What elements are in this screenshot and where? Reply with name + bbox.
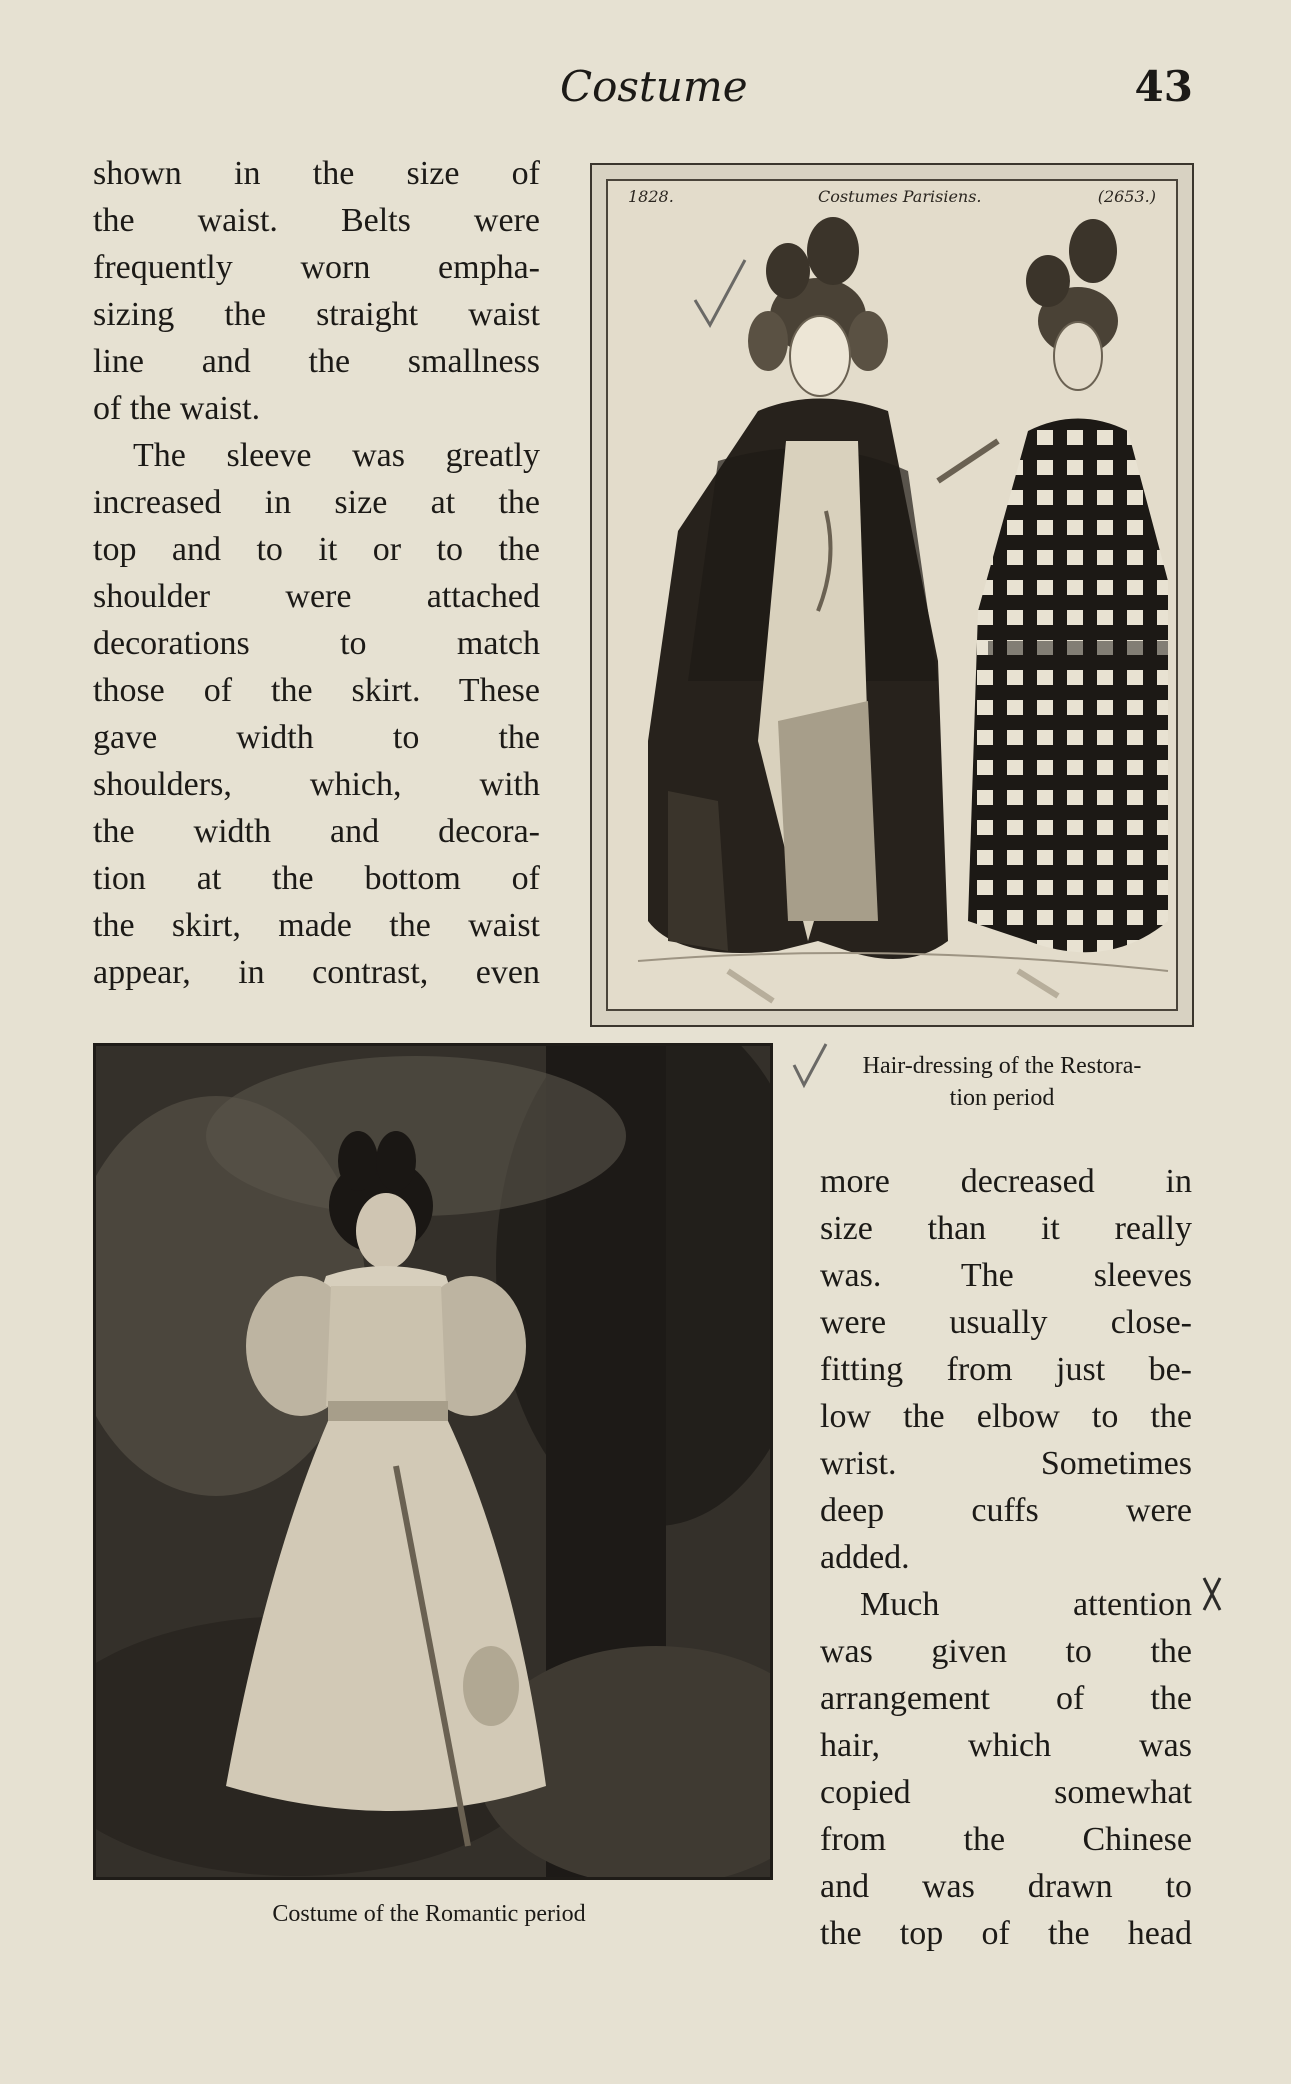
page-number: 43 — [1134, 62, 1193, 111]
text-line: of the waist. — [93, 390, 261, 427]
text-line: added. — [820, 1539, 910, 1576]
portrait-caption: Costume of the Romantic period — [272, 1901, 586, 1927]
text-line: arrangement of the — [820, 1680, 1192, 1717]
right-woman-figure — [938, 219, 1168, 996]
text-line: Much attention — [860, 1586, 1192, 1623]
running-head — [0, 62, 1291, 122]
plate-year: 1828. — [628, 187, 674, 206]
text-line: the top of the head — [820, 1915, 1192, 1952]
text-line: The sleeve was greatly — [133, 437, 540, 474]
text-line: shoulders, which, with — [93, 766, 540, 803]
text-line: top and to it or to the — [93, 531, 540, 568]
right-text-column — [820, 1158, 1192, 1957]
portrait-painting-image — [93, 1043, 773, 1880]
text-line: the width and decora- — [93, 813, 540, 850]
text-line: decorations to match — [93, 625, 540, 662]
text-line: frequently worn empha- — [93, 249, 540, 286]
text-line: hair, which was — [820, 1727, 1192, 1764]
text-line: more decreased in — [820, 1163, 1192, 1200]
text-line: gave width to the — [93, 719, 540, 756]
text-line: the skirt, made the waist — [93, 907, 540, 944]
x-annotation-icon — [1200, 1574, 1224, 1614]
checkmark-annotation-icon — [690, 255, 750, 335]
text-line: copied somewhat — [820, 1774, 1192, 1811]
plate-title: Costumes Parisiens. — [818, 187, 982, 206]
text-line: low the elbow to the — [820, 1398, 1192, 1435]
caption-line: tion period — [949, 1085, 1055, 1111]
plate-number: (2653.) — [1097, 187, 1156, 206]
text-line: and was drawn to — [820, 1868, 1192, 1905]
caption-line: Hair-dressing of the Restora- — [862, 1053, 1142, 1079]
text-line: fitting from just be- — [820, 1351, 1192, 1388]
text-line: line and the smallness — [93, 343, 540, 380]
text-line: the waist. Belts were — [93, 202, 540, 239]
running-title: Costume — [560, 62, 748, 111]
text-line: deep cuffs were — [820, 1492, 1192, 1529]
text-line: increased in size at the — [93, 484, 540, 521]
text-line: those of the skirt. These — [93, 672, 540, 709]
text-line: was. The sleeves — [820, 1257, 1192, 1294]
text-line: wrist. Sometimes — [820, 1445, 1192, 1482]
left-text-column — [93, 150, 540, 996]
checkmark-annotation-icon — [790, 1040, 830, 1090]
text-line: shoulder were attached — [93, 578, 540, 615]
text-line: tion at the bottom of — [93, 860, 540, 897]
woman-portrait-illustration — [96, 1046, 770, 1877]
text-line: shown in the size of — [93, 155, 540, 192]
text-line: size than it really — [820, 1210, 1192, 1247]
text-line: appear, in contrast, even — [93, 954, 540, 991]
text-line: was given to the — [820, 1633, 1192, 1670]
text-line: sizing the straight waist — [93, 296, 540, 333]
text-line: were usually close- — [820, 1304, 1192, 1341]
fashion-plate-image — [590, 163, 1194, 1027]
fashion-plate-caption — [812, 1050, 1192, 1114]
text-line: from the Chinese — [820, 1821, 1192, 1858]
